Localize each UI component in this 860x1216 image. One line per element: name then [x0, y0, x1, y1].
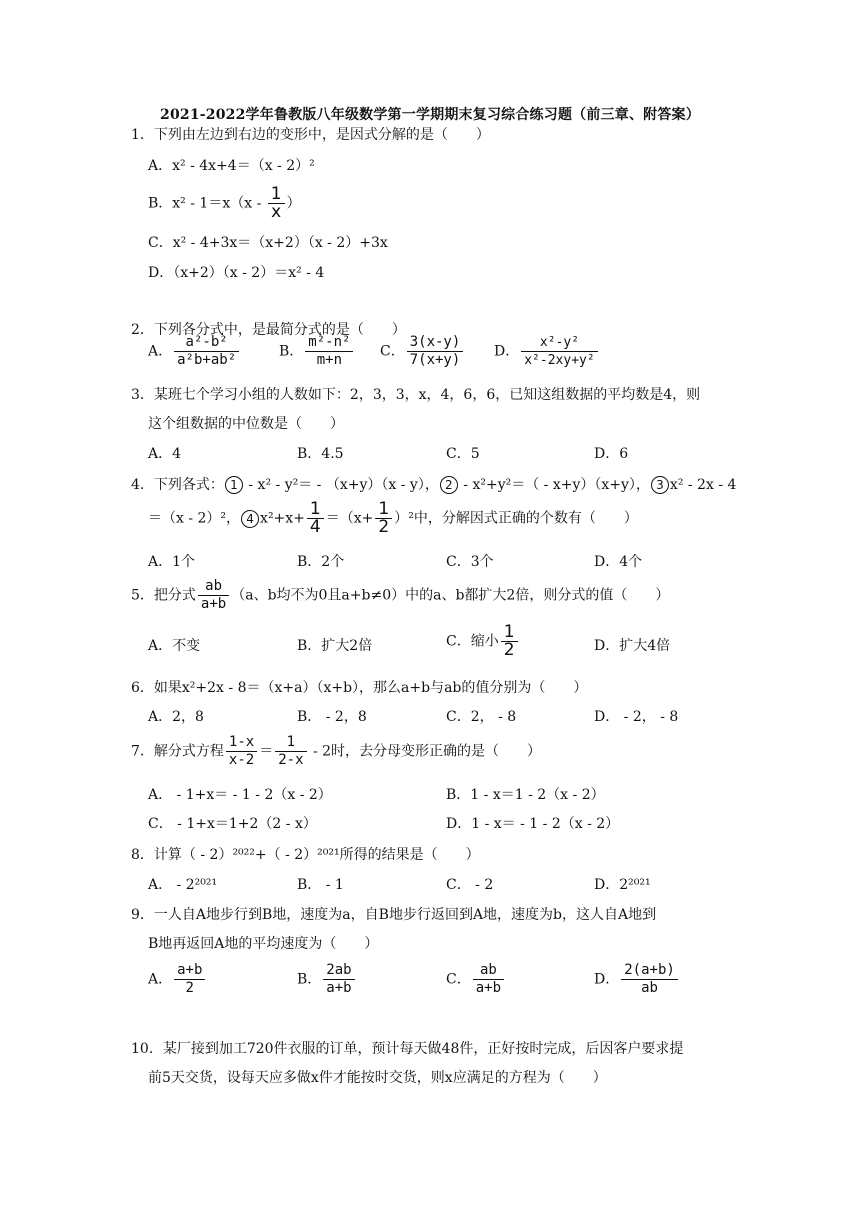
q8-option-c: C． - 2: [446, 877, 494, 893]
q9-option-c: [446, 962, 506, 997]
q3-line-1: 3．某班七个学习小组的人数如下：2，3，3，x，4，6，6，已知这组数据的平均数是4，则: [131, 387, 701, 403]
q9-option-b-fraction: [323, 962, 354, 997]
fraction-denominator: m+n: [316, 352, 343, 368]
q5-option-a: A．不变: [148, 638, 201, 654]
q1-option-b-fraction: [268, 186, 285, 221]
q1-option-b: [148, 186, 301, 221]
q4-text: - x²+y²＝（ - x+y）（x+y），: [458, 477, 650, 493]
q2-stem: 2．下列各分式中，是最简分式的是（ ）: [131, 322, 406, 338]
q3-option-c: C．5: [446, 446, 480, 462]
option-label: C．: [380, 343, 405, 360]
q2-option-d-fraction: [521, 334, 597, 369]
q9-option-d: [594, 962, 680, 997]
fraction-numerator: a²-b²: [174, 334, 239, 352]
option-label: C．: [446, 971, 471, 988]
q9-line-2: B地再返回A地的平均速度为（ ）: [148, 936, 379, 952]
q4-option-a: A．1个: [148, 554, 196, 570]
fraction-numerator: x²-y²: [521, 334, 597, 352]
q4-fraction-one-quarter: [307, 501, 324, 536]
circled-number-3: 3: [651, 476, 669, 494]
q7-option-b: B．1 - x＝1 - 2（x - 2）: [446, 787, 605, 803]
q9-line-1: 9．一人自A地步行到B地，速度为a，自B地步行返回到A地，速度为b，这人自A地到: [131, 907, 657, 923]
fraction-denominator: 2: [503, 640, 515, 660]
option-label: D．: [594, 971, 620, 988]
q7-option-c: C． - 1+x＝1+2（2 - x）: [148, 816, 317, 832]
q7-text: 7．解分式方程: [131, 743, 224, 760]
q8-option-d: D．2²⁰²¹: [594, 877, 651, 893]
q6-option-d: D． - 2， - 8: [594, 709, 679, 725]
q9-option-b: [297, 962, 357, 997]
q5-option-c-fraction: [501, 624, 518, 659]
fraction-numerator: m²-n²: [305, 334, 353, 352]
circled-number-2: 2: [440, 476, 458, 494]
fraction-numerator: ab: [473, 962, 504, 980]
q8-option-b: B． - 1: [297, 877, 344, 893]
q1-option-b-close: ）: [286, 195, 301, 212]
q9-option-a: [148, 962, 207, 997]
q2-option-b-fraction: [305, 334, 353, 369]
q3-option-a: A．4: [148, 446, 182, 462]
fraction-denominator: 4: [309, 517, 321, 537]
q9-option-c-fraction: [473, 962, 504, 997]
q4-line-2: [148, 501, 638, 536]
fraction-denominator: 7(x+y): [409, 352, 461, 368]
fraction-numerator: ab: [198, 578, 229, 596]
q8-stem: 8．计算（ - 2）²⁰²²+（ - 2）²⁰²¹所得的结果是（ ）: [131, 847, 480, 863]
option-label: B．: [297, 971, 322, 988]
q7-fraction-left: [226, 734, 257, 769]
fraction-numerator: 1-x: [226, 734, 257, 752]
q5-option-b: B．扩大2倍: [297, 638, 373, 654]
fraction-denominator: 2-x: [278, 752, 304, 768]
circled-number-1: 1: [225, 476, 243, 494]
q3-line-2: 这个组数据的中位数是（ ）: [148, 416, 344, 432]
fraction-denominator: a+b: [326, 980, 352, 996]
q10-line-1: 10．某厂接到加工720件衣服的订单，预计每天做48件，正好按时完成，后因客户要求提: [131, 1041, 684, 1057]
q6-stem: 6．如果x²+2x - 8＝（x+a）（x+b），那么a+b与ab的值分别为（ ）: [131, 680, 588, 696]
q1-option-d: D．（x+2）（x - 2）＝x² - 4: [148, 265, 325, 281]
fraction-numerator: 1: [375, 501, 392, 519]
option-label: A．: [148, 971, 173, 988]
q4-option-c: C．3个: [446, 554, 494, 570]
q4-text: ）²中，分解因式正确的个数有（ ）: [394, 510, 638, 527]
q5-stem: [131, 578, 669, 613]
q2-option-d: [494, 334, 600, 369]
q6-option-b: B． - 2，8: [297, 709, 367, 725]
q5-fraction: [198, 578, 229, 613]
q2-option-a-fraction: [174, 334, 239, 369]
q9-option-a-fraction: [174, 962, 205, 997]
fraction-denominator: 2: [185, 980, 194, 996]
q5-option-d: D．扩大4倍: [594, 638, 671, 654]
q7-text: - 2时，去分母变形正确的是（ ）: [308, 743, 542, 760]
fraction-numerator: 1: [501, 624, 518, 642]
q2-option-a: [148, 334, 241, 369]
fraction-denominator: a²b+ab²: [177, 352, 237, 368]
q5-text: （a、b均不为0且a+b≠0）中的a、b都扩大2倍，则分式的值（ ）: [231, 587, 670, 604]
q10-line-2: 前5天交货，设每天应多做x件才能按时交货，则x应满足的方程为（ ）: [148, 1070, 607, 1086]
fraction-denominator: x: [271, 202, 282, 222]
q5-text: 5．把分式: [131, 587, 196, 604]
q4-text: 4．下列各式：: [131, 477, 224, 493]
fraction-numerator: 1: [307, 501, 324, 519]
fraction-denominator: a+b: [200, 596, 227, 612]
q4-text: - x² - y²＝ - （x+y）（x - y），: [243, 477, 439, 493]
q4-option-d: D．4个: [594, 554, 643, 570]
q2-option-b: [279, 334, 355, 369]
q4-text: ＝（x - 2）²，: [148, 510, 241, 527]
q3-option-b: B．4.5: [297, 446, 344, 462]
q6-option-a: A．2，8: [148, 709, 204, 725]
q1-stem: 1．下列由左边到右边的变形中，是因式分解的是（ ）: [131, 127, 490, 143]
q1-option-c: C．x² - 4+3x＝（x+2）（x - 2）+3x: [148, 235, 388, 251]
fraction-numerator: a+b: [174, 962, 205, 980]
q4-text: x²+x+: [260, 510, 305, 527]
q4-text: x² - 2x - 4: [669, 477, 737, 493]
q5-option-c: [446, 624, 520, 659]
fraction-denominator: a+b: [475, 980, 502, 996]
q7-option-d: D．1 - x＝ - 1 - 2（x - 2）: [446, 816, 620, 832]
option-label: A．: [148, 343, 173, 360]
fraction-numerator: 3(x-y): [407, 334, 464, 352]
q6-option-c: C．2， - 8: [446, 709, 517, 725]
fraction-denominator: 2: [378, 517, 390, 537]
page-title: 2021-2022学年鲁教版八年级数学第一学期期末复习综合练习题（前三章、附答案）: [160, 107, 700, 123]
option-label: B．: [279, 343, 304, 360]
q4-option-b: B．2个: [297, 554, 345, 570]
fraction-numerator: 2ab: [323, 962, 354, 980]
q7-stem: [131, 734, 541, 769]
q2-option-c: [380, 334, 465, 369]
q3-option-d: D．6: [594, 446, 629, 462]
fraction-numerator: 2(a+b): [621, 962, 678, 980]
q7-option-a: A． - 1+x＝ - 1 - 2（x - 2）: [148, 787, 332, 803]
q7-fraction-right: [275, 734, 306, 769]
fraction-denominator: x²-2xy+y²: [524, 353, 595, 368]
fraction-numerator: 1: [268, 186, 285, 204]
fraction-numerator: 1: [275, 734, 306, 752]
q4-text: ＝（x+: [325, 510, 374, 527]
circled-number-4: 4: [241, 510, 259, 528]
q7-text: ＝: [259, 743, 274, 760]
q1-option-b-text: B．x² - 1＝x（x -: [148, 195, 266, 212]
option-label: D．: [494, 343, 520, 360]
fraction-denominator: ab: [641, 980, 658, 996]
q2-option-c-fraction: [407, 334, 464, 369]
q4-line-1: [131, 476, 736, 494]
fraction-denominator: x-2: [228, 752, 255, 768]
q8-option-a: A． - 2²⁰²¹: [148, 877, 218, 893]
q9-option-d-fraction: [621, 962, 678, 997]
q4-fraction-one-half: [375, 501, 392, 536]
q5-text: C．缩小: [446, 633, 499, 650]
q1-option-a: A．x² - 4x+4＝（x - 2）²: [148, 158, 315, 174]
